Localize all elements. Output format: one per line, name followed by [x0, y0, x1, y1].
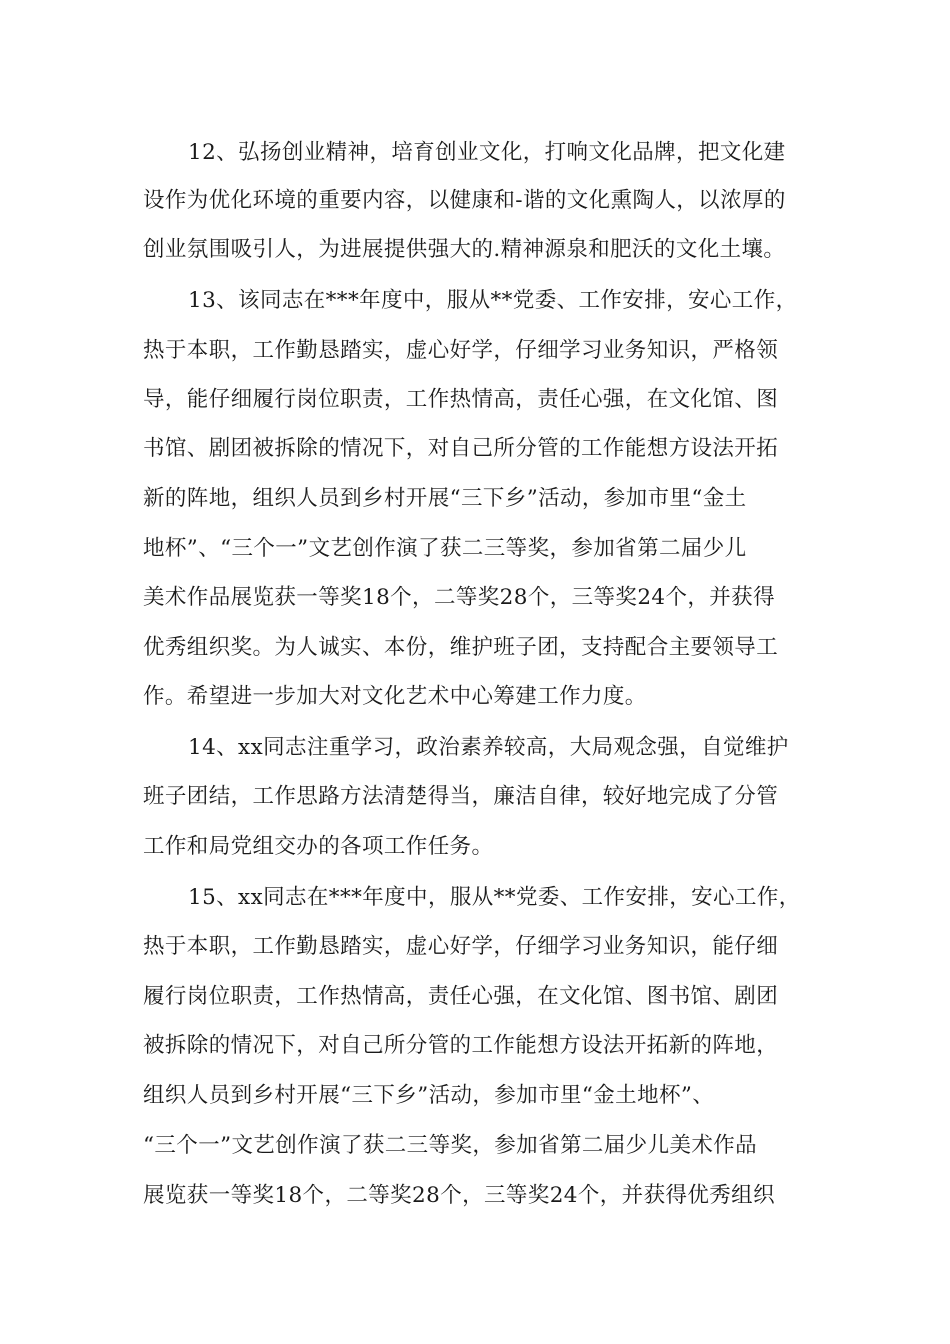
paragraph-13-line-2: 热于本职，工作勤恳踏实，虚心好学，仔细学习业务知识，严格领: [143, 338, 779, 363]
paragraph-13-line-5: 新的阵地，组织人员到乡村开展“三下乡”活动，参加市里“金土: [143, 486, 747, 511]
paragraph-13-line-8: 优秀组织奖。为人诚实、本份，维护班子团，支持配合主要领导工: [143, 635, 779, 660]
paragraph-15-line-5: 组织人员到乡村开展“三下乡”活动，参加市里“金土地杯”、: [143, 1083, 715, 1108]
paragraph-15-line-3: 履行岗位职责，工作热情高，责任心强，在文化馆、图书馆、剧团: [143, 984, 779, 1009]
paragraph-12-line-2: 设作为优化环境的重要内容，以健康和-谐的文化熏陶人，以浓厚的: [143, 188, 786, 213]
paragraph-15-line-2: 热于本职，工作勤恳踏实，虚心好学，仔细学习业务知识，能仔细: [143, 934, 779, 959]
paragraph-13-line-6: 地杯”、“三个一”文艺创作演了获二三等奖，参加省第二届少儿: [143, 536, 747, 561]
paragraph-15-line-4: 被拆除的情况下，对自己所分管的工作能想方设法开拓新的阵地，: [143, 1033, 779, 1058]
paragraph-13-line-3: 导，能仔细履行岗位职责，工作热情高，责任心强，在文化馆、图: [143, 387, 779, 412]
paragraph-13-line-4: 书馆、剧团被拆除的情况下，对自己所分管的工作能想方设法开拓: [143, 436, 779, 461]
paragraph-15-line-1: 15、xx同志在***年度中，服从**党委、工作安排，安心工作，: [188, 885, 801, 910]
paragraph-13-line-9: 作。希望进一步加大对文化艺术中心筹建工作力度。: [143, 684, 647, 709]
paragraph-14-line-3: 工作和局党组交办的各项工作任务。: [143, 834, 494, 859]
paragraph-12-line-3: 创业氛围吸引人，为进展提供强大的.精神源泉和肥沃的文化土壤。: [143, 237, 786, 262]
paragraph-13-line-1: 13、该同志在***年度中，服从**党委、工作安排，安心工作，: [188, 288, 798, 313]
paragraph-12-line-1: 12、弘扬创业精神，培育创业文化，打响文化品牌，把文化建: [188, 140, 786, 165]
paragraph-15-line-7: 展览获一等奖18个，二等奖28个，三等奖24个，并获得优秀组织: [143, 1183, 775, 1208]
paragraph-13-line-7: 美术作品展览获一等奖18个，二等奖28个，三等奖24个，并获得: [143, 585, 775, 610]
paragraph-14-line-1: 14、xx同志注重学习，政治素养较高，大局观念强，自觉维护: [188, 735, 789, 760]
paragraph-14-line-2: 班子团结，工作思路方法清楚得当，廉洁自律，较好地完成了分管: [143, 784, 779, 809]
paragraph-15-line-6: “三个一”文艺创作演了获二三等奖，参加省第二届少儿美术作品: [143, 1133, 758, 1158]
